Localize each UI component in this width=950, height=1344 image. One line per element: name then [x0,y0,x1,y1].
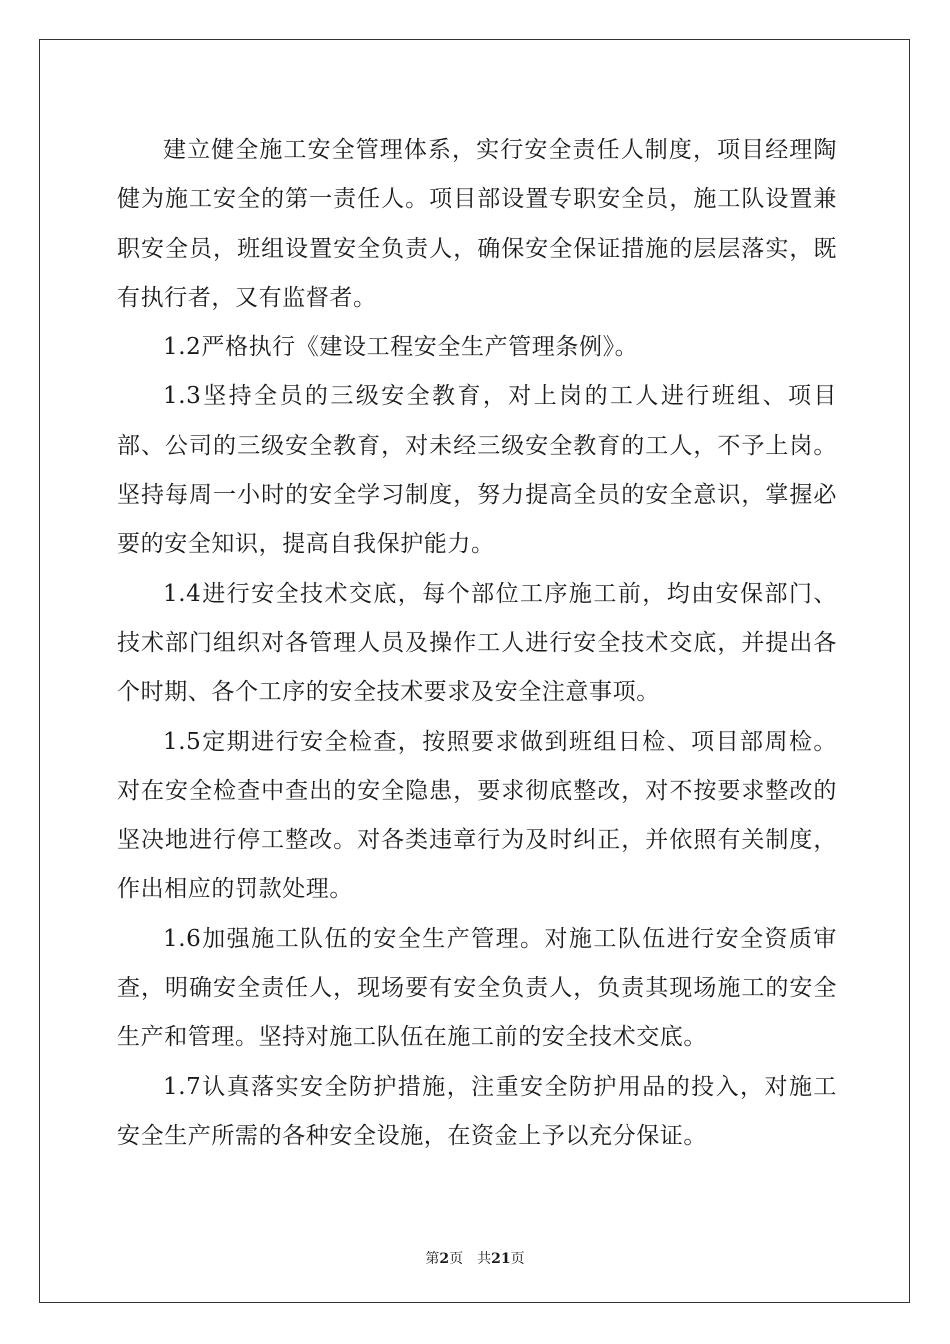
total-suffix: 页 [510,1251,525,1267]
total-prefix: 共 [477,1251,492,1267]
paragraph-1-6: 1.6加强施工队伍的安全生产管理。对施工队伍进行安全资质审查，明确安全责任人，现场要有安全负责人，负责其现场施工的安全生产和管理。坚持对施工队伍在施工前的安全技术交底。 [117,925,837,1051]
paragraph-1-5: 1.5定期进行安全检查，按照要求做到班组日检、项目部周检。对在安全检查中查出的安全隐患，要求彻底整改，对不按要求整改的坚决地进行停工整改。对各类违章行为及时纠正，并依照有关制度，作出相应的罚款处理。 [117,728,837,903]
total-pages: 21 [491,1251,511,1267]
paragraph-1-3: 1.3坚持全员的三级安全教育，对上岗的工人进行班组、项目部、公司的三级安全教育，对未经三级安全教育的工人，不予上岗。坚持每周一小时的安全学习制度，努力提高全员的安全意识，掌握必要的安全知识，提高自我保护能力。 [117,383,837,558]
page-prefix: 第 [425,1251,440,1267]
paragraph-1-7: 1.7认真落实安全防护措施，注重安全防护用品的投入，对施工安全生产所需的各种安全设施，在资金上予以充分保证。 [117,1073,837,1149]
page-suffix: 页 [449,1251,464,1267]
document-body [117,126,837,1161]
paragraph-1-4: 1.4进行安全技术交底，每个部位工序施工前，均由安保部门、技术部门组织对各管理人员及操作工人进行安全技术交底，并提出各个时期、各个工序的安全技术要求及安全注意事项。 [117,580,837,706]
page-footer [0,1248,950,1268]
page-number: 2 [439,1251,450,1267]
paragraph-intro: 建立健全施工安全管理体系，实行安全责任人制度，项目经理陶健为施工安全的第一责任人。项目部设置专职安全员，施工队设置兼职安全员，班组设置安全负责人，确保安全保证措施的层层落实，既有执行者，又有监督者。 [117,137,837,311]
paragraph-1-2: 1.2严格执行《建设工程安全生产管理条例》。 [163,334,639,361]
